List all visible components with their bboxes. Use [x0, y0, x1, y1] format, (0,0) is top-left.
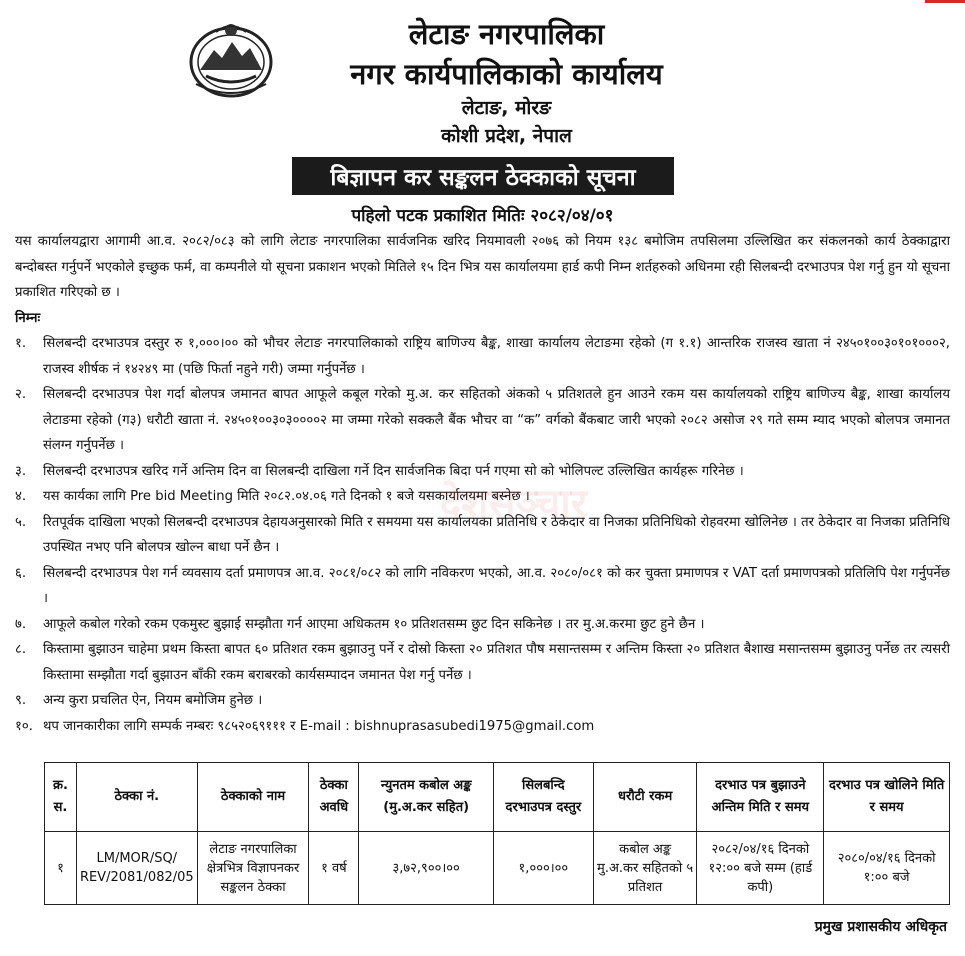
condition-number: ८. [15, 642, 27, 657]
condition-text: थप जानकारीका लागि सम्पर्क नम्बरः ९८५२०६९१११ र E-mail : bishnuprasasubedi1975@gmail.com [43, 718, 595, 734]
condition-number: ३. [15, 463, 27, 479]
condition-number: ७. [15, 616, 27, 632]
table-header-cell: ठेक्काको नाम [197, 763, 309, 832]
notice-title: बिज्ञापन कर सङ्कलन ठेक्काको सूचना [292, 157, 674, 195]
condition-item [15, 510, 950, 561]
watermark: देशसञ्चार [440, 481, 588, 527]
letterhead [0, 0, 965, 226]
conditions-list [15, 331, 950, 739]
condition-item [15, 484, 950, 510]
signatory-title: प्रमुख प्रशासकीय अधिकृत [814, 919, 947, 935]
table-header-cell: न्युनतम कबोल अङ्क (मु.अ.कर सहित) [359, 763, 494, 832]
table-header-cell: ठेक्का नं. [76, 763, 197, 832]
table-header-cell: ठेक्का अवधि [309, 763, 359, 832]
condition-text: यस कार्यका लागि Pre bid Meeting मिति २०८२.०४.०६ गते दिनको १ बजे यसकार्यालयमा बस्नेछ । [43, 489, 530, 504]
notice-body [15, 229, 950, 739]
table-cell: २०८२/०४/१६ दिनको १२:०० बजे सम्म (हार्ड कपी) [697, 832, 824, 905]
province-country: कोशी प्रदेश, नेपाल [441, 125, 572, 147]
intro-paragraph: यस कार्यालयद्वारा आगामी आ.व. २०८२/०८३ को लागि लेटाङ नगरपालिका सार्वजनिक खरिद नियमावली २०७६ को नियम १३८ बमोजिम तपसिलमा उल्लिखित कर संकलनको कार्य ठेक्काद्वारा बन्दोबस्त गर्नुपर्ने भएकोले इच्छुक फर्म, वा कम्पनीले यो सूचना प्रकाशन भएको मितिले १५ दिन भित्र यस कार्यालयमा हार्ड कपी निम्न शर्तहरुको अधिनमा रही सिलबन्दी दरभाउपत्र पेश गर्नु हुन यो सूचना प्रकाशित गरिएको छ । [15, 234, 950, 300]
table-header-cell: क्र. स. [45, 763, 77, 832]
condition-item [15, 331, 950, 382]
condition-number: १०. [15, 718, 33, 734]
condition-text: अन्य कुरा प्रचलित ऐन, नियम बमोजिम हुनेछ । [43, 693, 263, 708]
condition-item [15, 561, 950, 612]
condition-text: सिलबन्दी दरभाउपत्र खरिद गर्ने अन्तिम दिन वा सिलबन्दी दाखिला गर्ने दिन सार्वजनिक बिदा पर्न गएमा सो को भोलिपल्ट उल्लिखित कार्यहरू गरिनेछ । [43, 463, 744, 479]
condition-item [15, 688, 950, 714]
condition-number: २. [15, 387, 27, 402]
condition-text: सिलबन्दी दरभाउपत्र पेश गर्दा बोलपत्र जमानत बापत आफूले कबूल गरेको मु.अ. कर सहितको अंकको ५ प्रतिशतले हुन आउने रकम यस कार्यालयको राष्ट्रिय बाणिज्य बैङ्क, शाखा कार्यालय लेटाङमा रहेको (ग३) धरौटी खाता नं. २४५०१००३०३००००२ मा जम्मा गरेको सक्कलै बैंक भौचर वा “क” वर्गको बैंकबाट जारी भएको २०८२ असोज २९ गते सम्म म्याद भएको बोलपत्र जमानत संलग्न गर्नुपर्नेछ । [43, 387, 950, 453]
table-cell: LM/MOR/SQ/ REV/2081/082/05 [76, 832, 197, 905]
table-row [45, 832, 950, 905]
condition-text: सिलबन्दी दरभाउपत्र पेश गर्न व्यवसाय दर्ता प्रमाणपत्र आ.व. २०८१/०८२ को लागि नविकरण भएको, आ.व. २०८०/०८१ को कर चुक्ता प्रमाणपत्र र VAT दर्ता प्रमाणपत्रको प्रतिलिपि पेश गर्नुपर्नेछ । [43, 565, 950, 606]
publication-date: पहिलो पटक प्रकाशित मितिः २०८२/०४/०१ [351, 206, 614, 226]
table-cell: लेटाङ नगरपालिका क्षेत्रभित्र विज्ञापनकर सङ्कलन ठेक्का [197, 832, 309, 905]
condition-text: किस्तामा बुझाउन चाहेमा प्रथम किस्ता बापत ६० प्रतिशत रकम बुझाउनु पर्ने र दोस्रो किस्ता २० प्रतिशत पौष मसान्तसम्म र अन्तिम किस्ता २० प्रतिशत बैशाख मसान्तसम्म बुझाउनु पर्नेछ तर त्यसरी किस्तामा सम्झौता गर्दा बुझाउन बाँकी रकम बराबरको कार्यसम्पादन जमानत पेश गर्नु पर्नेछ । [43, 642, 950, 683]
condition-number: ४. [15, 489, 27, 504]
municipality-name: लेटाङ नगरपालिका [408, 17, 605, 51]
tender-table [44, 762, 950, 905]
condition-number: ९. [15, 693, 27, 708]
table-cell: १,०००।०० [493, 832, 593, 905]
table-header-cell: दरभाउ पत्र बुझाउने अन्तिम मिति र समय [697, 763, 824, 832]
condition-item [15, 459, 950, 485]
condition-text: आफूले कबोल गरेको रकम एकमुस्ट बुझाई सम्झौता गर्न आएमा अधिकतम १० प्रतिशतसम्म छुट दिन सकिनेछ । तर मु.अ.करमा छुट हुने छैन । [43, 616, 705, 632]
table-cell: ३,७२,९००।०० [359, 832, 494, 905]
table-header-cell: धरौटी रकम [593, 763, 697, 832]
condition-item [15, 382, 950, 459]
condition-item [15, 714, 950, 740]
condition-item [15, 612, 950, 638]
condition-number: ६. [15, 565, 27, 581]
table-header-row [45, 763, 950, 832]
table-cell: १ [45, 832, 77, 905]
condition-item [15, 637, 950, 688]
table-cell: कबोल अङ्क मु.अ.कर सहितको ५ प्रतिशत [593, 832, 697, 905]
table-cell: १ वर्ष [309, 832, 359, 905]
office-name: नगर कार्यपालिकाको कार्यालय [350, 57, 663, 91]
condition-number: ५. [15, 514, 27, 530]
condition-text: रितपूर्वक दाखिला भएको सिलबन्दी दरभाउपत्र देहायअनुसारको मिति र समयमा यस कार्यालयका प्रतिनिधि र ठेकेदार वा निजका प्रतिनिधिको रोहवरमा खोलिनेछ । तर ठेकेदार वा निजका प्रतिनिधि उपस्थित नभए पनि बोलपत्र खोल्न बाधा पर्ने छैन । [43, 514, 950, 555]
conditions-label: निम्नः [15, 310, 41, 326]
table-cell: २०८०/०४/१६ दिनको १:०० बजे [824, 832, 950, 905]
condition-text: सिलबन्दी दरभाउपत्र दस्तुर रु १,०००।०० को भौचर लेटाङ नगरपालिकाको राष्ट्रिय बाणिज्य बैङ्क, शाखा कार्यालय लेटाङमा रहेको (ग १.१) आन्तरिक राजस्व खाता नं २४५०१००३०१०१०००२, राजस्व शीर्षक नं १४२४९ मा (पछि फिर्ता नहुने गरी) जम्मा गर्नुपर्नेछ । [43, 336, 950, 377]
table-header-cell: सिलबन्दि दरभाउपत्र दस्तुर [493, 763, 593, 832]
table-header-cell: दरभाउ पत्र खोलिने मिति र समय [824, 763, 950, 832]
condition-number: १. [15, 336, 27, 351]
office-location: लेटाङ, मोरङ [461, 97, 552, 119]
